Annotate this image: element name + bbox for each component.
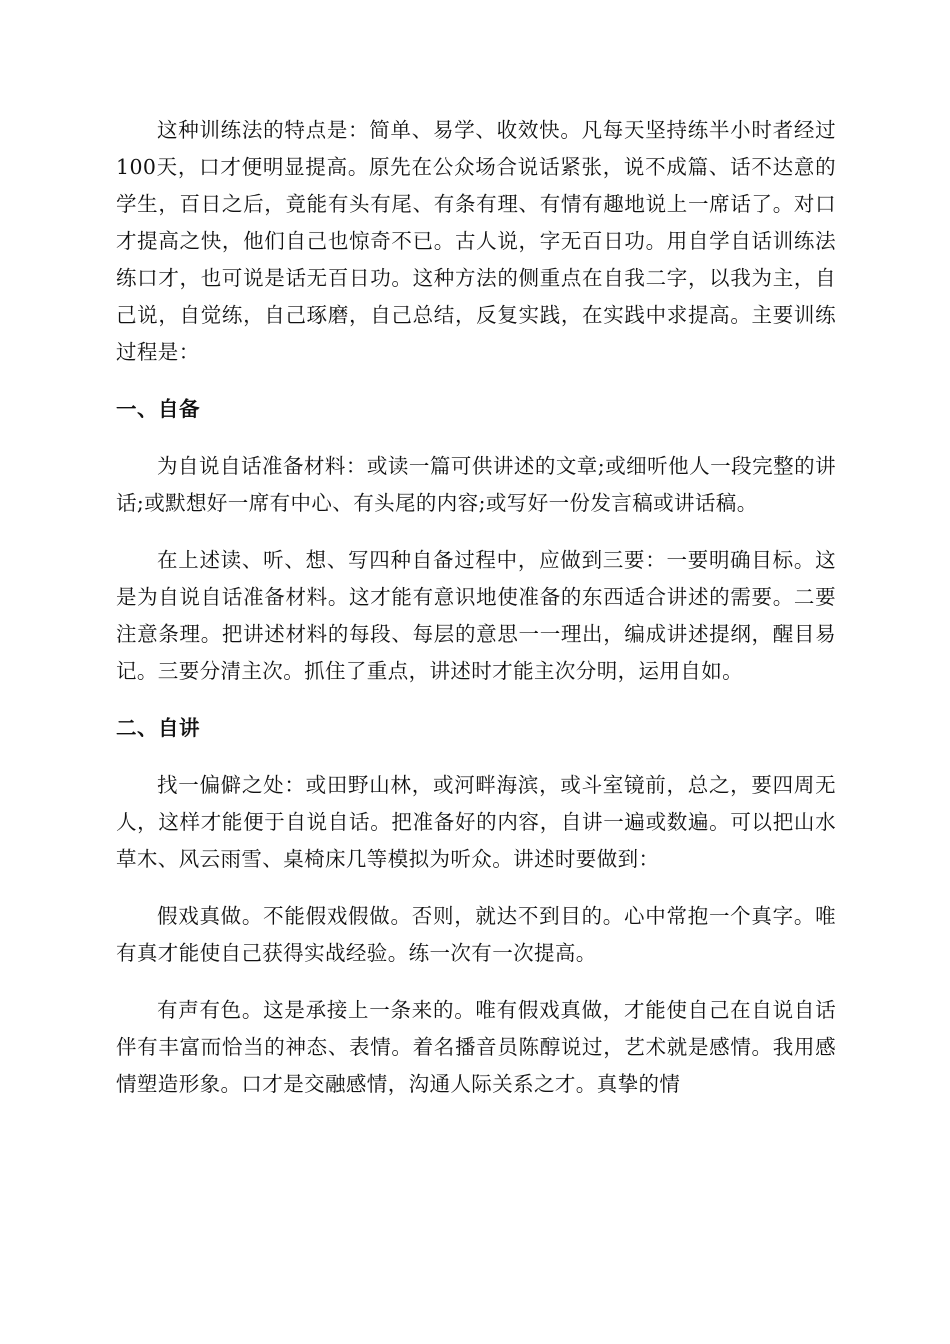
section-heading-self-prepare: 一、自备 (116, 397, 200, 421)
intro-paragraph: 这种训练法的特点是：简单、易学、收效快。凡每天坚持练半小时者经过100天，口才便明显提高。原先在公众场合说话紧张，说不成篇、话不达意的学生，百日之后，竟能有头有尾、有条有理、有情有趣地说上一席话了。对口才提高之快，他们自己也惊奇不已。古人说，字无百日功。用自学自话训练法练口才，也可说是话无百日功。这种方法的侧重点在自我二字，以我为主，自己说，自觉练，自己琢磨，自己总结，反复实践，在实践中求提高。主要训练过程是： (116, 118, 836, 364)
self-speak-paragraph-1: 找一偏僻之处：或田野山林，或河畔海滨，或斗室镜前，总之，要四周无人，这样才能便于自说自话。把准备好的内容，自讲一遍或数遍。可以把山水草木、风云雨雪、桌椅床几等模拟为听众。讲述时要做到： (116, 773, 836, 871)
self-speak-paragraph-2: 假戏真做。不能假戏假做。否则，就达不到目的。心中常抱一个真字。唯有真才能使自己获得实战经验。练一次有一次提高。 (116, 904, 836, 965)
self-prepare-paragraph-1: 为自说自话准备材料：或读一篇可供讲述的文章;或细听他人一段完整的讲话;或默想好一席有中心、有头尾的内容;或写好一份发言稿或讲话稿。 (116, 454, 836, 515)
section-heading-self-speak: 二、自讲 (116, 716, 200, 740)
document-page (116, 112, 836, 1123)
self-speak-paragraph-3: 有声有色。这是承接上一条来的。唯有假戏真做，才能使自己在自说自话伴有丰富而恰当的神态、表情。着名播音员陈醇说过，艺术就是感情。我用感情塑造形象。口才是交融感情，沟通人际关系之才。真挚的情 (116, 998, 836, 1096)
self-prepare-paragraph-2: 在上述读、听、想、写四种自备过程中，应做到三要：一要明确目标。这是为自说自话准备材料。这才能有意识地使准备的东西适合讲述的需要。二要注意条理。把讲述材料的每段、每层的意思一一理出，编成讲述提纲，醒目易记。三要分清主次。抓住了重点，讲述时才能主次分明，运用自如。 (116, 548, 836, 683)
